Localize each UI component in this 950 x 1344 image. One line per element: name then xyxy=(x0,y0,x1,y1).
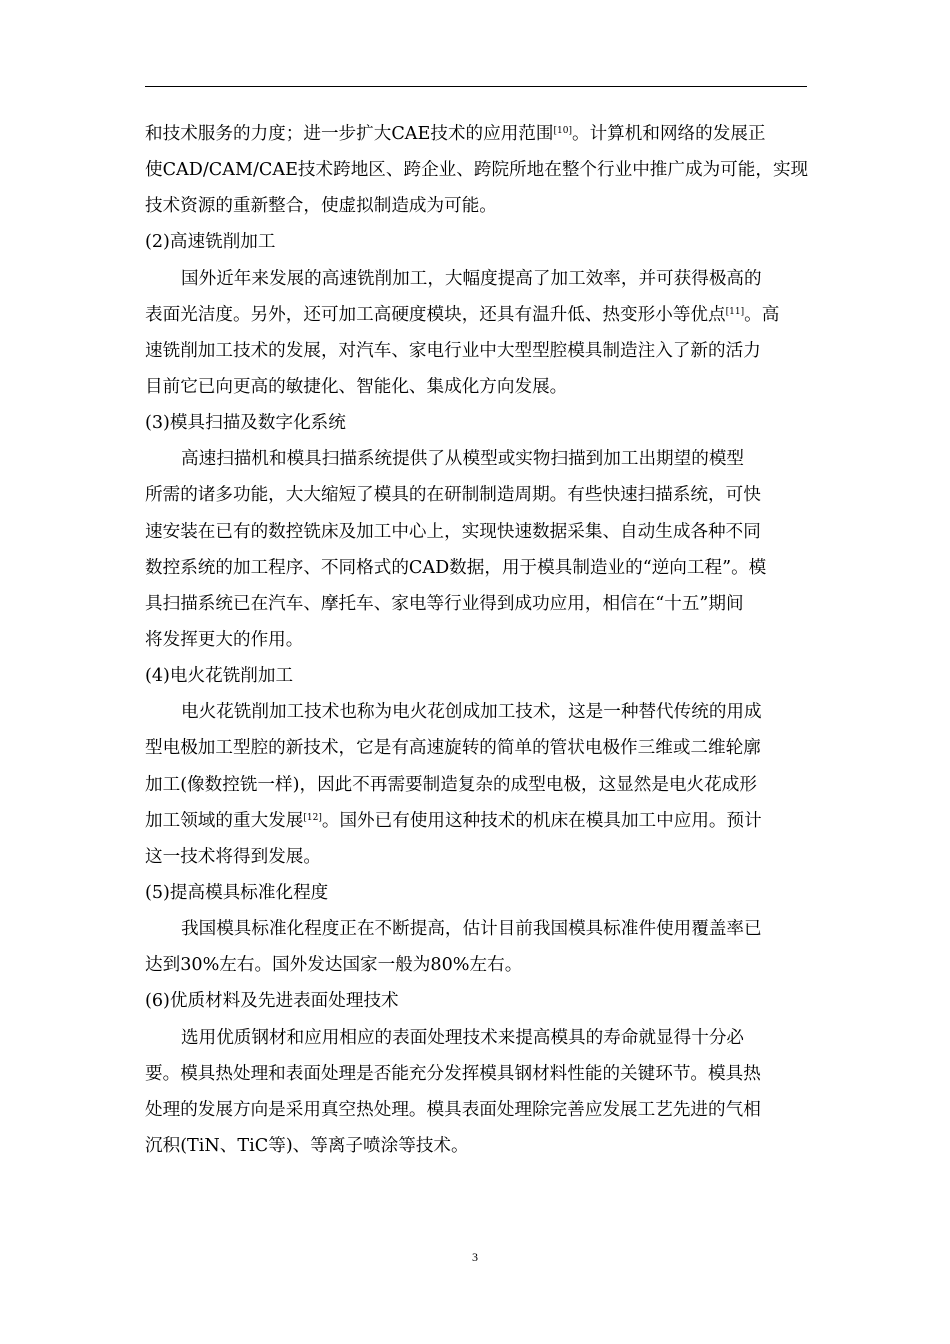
text-line-1: 和技术服务的力度；进一步扩大CAE技术的应用范围[10]。计算机和网络的发展正 xyxy=(145,124,766,144)
text-line-29: 沉积(TiN、TiC等)、等离子喷涂等技术。 xyxy=(145,1135,469,1156)
text-line-7: 速铣削加工技术的发展，对汽车、家电行业中大型型腔模具制造注入了新的活力 xyxy=(145,340,761,361)
text-line-11: 所需的诸多功能，大大缩短了模具的在研制制造周期。有些快速扫描系统，可快 xyxy=(145,485,761,506)
section-heading-6: (6)优质材料及先进表面处理技术 xyxy=(145,991,399,1012)
text-line-8: 目前它已向更高的敏捷化、智能化、集成化方向发展。 xyxy=(145,376,568,397)
section-heading-2: (2)高速铣削加工 xyxy=(145,232,276,253)
text-line-5: 国外近年来发展的高速铣削加工，大幅度提高了加工效率，并可获得极高的 xyxy=(181,268,762,289)
header-rule xyxy=(145,86,807,87)
document-body xyxy=(145,116,807,1164)
citation-12: [12] xyxy=(303,812,322,823)
citation-10: [10] xyxy=(553,126,572,136)
text-line-6: 表面光洁度。另外，还可加工高硬度模块，还具有温升低、热变形小等优点[11]。高 xyxy=(145,304,780,325)
text-line-18: 型电极加工型腔的新技术，它是有高速旋转的简单的管状电极作三维或二维轮廓 xyxy=(145,738,761,759)
text-line-2: 使CAD/CAM/CAE技术跨地区、跨企业、跨院所地在整个行业中推广成为可能，实现 xyxy=(145,160,809,181)
text-line-12: 速安装在已有的数控铣床及加工中心上，实现快速数据采集、自动生成各种不同 xyxy=(145,521,761,542)
text-line-13: 数控系统的加工程序、不同格式的CAD数据，用于模具制造业的“逆向工程”。模 xyxy=(145,557,767,578)
section-heading-5: (5)提高模具标准化程度 xyxy=(145,882,329,903)
text-line-15: 将发挥更大的作用。 xyxy=(145,629,304,650)
text-line-3: 技术资源的重新整合，使虚拟制造成为可能。 xyxy=(145,196,497,217)
text-line-24: 达到30%左右。国外发达国家一般为80%左右。 xyxy=(145,955,523,976)
text-line-14: 具扫描系统已在汽车、摩托车、家电等行业得到成功应用，相信在“十五”期间 xyxy=(145,593,744,614)
text-line-10: 高速扫描机和模具扫描系统提供了从模型或实物扫描到加工出期望的模型 xyxy=(181,449,745,470)
section-heading-3: (3)模具扫描及数字化系统 xyxy=(145,413,346,434)
text-line-28: 处理的发展方向是采用真空热处理。模具表面处理除完善应发展工艺先进的气相 xyxy=(145,1099,761,1120)
page-number: 3 xyxy=(472,1250,478,1264)
text-line-23: 我国模具标准化程度正在不断提高，估计目前我国模具标准件使用覆盖率已 xyxy=(181,919,762,940)
text-line-27: 要。模具热处理和表面处理是否能充分发挥模具钢材料性能的关键环节。模具热 xyxy=(145,1063,761,1084)
text-line-26: 选用优质钢材和应用相应的表面处理技术来提高模具的寿命就显得十分必 xyxy=(181,1027,745,1048)
section-heading-4: (4)电火花铣削加工 xyxy=(145,666,294,687)
text-line-19: 加工(像数控铣一样)，因此不再需要制造复杂的成型电极，这显然是电火花成形 xyxy=(145,774,757,795)
text-line-17: 电火花铣削加工技术也称为电火花创成加工技术，这是一种替代传统的用成 xyxy=(181,702,762,723)
text-line-21: 这一技术将得到发展。 xyxy=(145,846,321,867)
text-line-20: 加工领域的重大发展[12]。国外已有使用这种技术的机床在模具加工中应用。预计 xyxy=(145,810,762,831)
citation-11: [11] xyxy=(725,306,745,317)
